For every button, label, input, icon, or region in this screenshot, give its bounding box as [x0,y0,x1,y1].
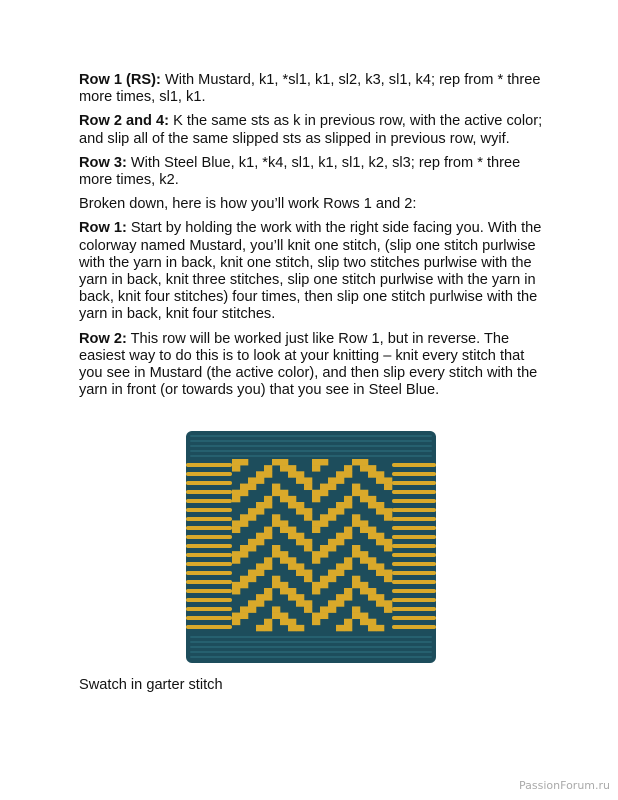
mosaic-stitch [352,576,360,582]
mosaic-stitch [336,508,344,514]
mosaic-stitch [240,520,248,526]
mosaic-stitch [256,508,264,514]
mosaic-stitch [312,520,320,526]
mosaic-stitch [376,570,384,576]
paragraph-label: Row 2: [79,330,127,347]
mosaic-stitch [288,619,296,625]
mosaic-stitch [312,496,320,502]
stripe [392,625,436,629]
mosaic-stitch [240,551,248,557]
mosaic-stitch [320,520,328,526]
stripe [186,625,232,629]
garter-ridge [190,636,432,638]
mosaic-stitch [272,520,280,526]
mosaic-stitch [336,471,344,477]
mosaic-stitch [336,625,344,631]
mosaic-stitch [376,563,384,569]
mosaic-stitch [240,459,248,465]
mosaic-stitch [344,533,352,539]
mosaic-stitch [376,533,384,539]
mosaic-stitch [360,588,368,594]
mosaic-stitch [384,508,392,514]
mosaic-stitch [312,613,320,619]
mosaic-stitch [384,576,392,582]
mosaic-stitch [240,576,248,582]
mosaic-stitch [280,588,288,594]
mosaic-stitch [376,471,384,477]
mosaic-stitch [248,600,256,606]
mosaic-stitch [232,496,240,502]
mosaic-stitch [336,539,344,545]
mosaic-stitch [336,502,344,508]
mosaic-stitch [344,594,352,600]
mosaic-stitch [280,520,288,526]
paragraph-row1-rs [79,72,549,106]
mosaic-stitch [320,545,328,551]
mosaic-stitch [384,484,392,490]
mosaic-stitch [352,459,360,465]
garter-ridge [190,440,432,442]
stripe [392,553,436,557]
mosaic-stitch [304,576,312,582]
mosaic-stitch [328,539,336,545]
mosaic-stitch [328,477,336,483]
mosaic-stitch [344,625,352,631]
garter-ridge [190,646,432,648]
mosaic-stitch [232,619,240,625]
mosaic-stitch [264,594,272,600]
mosaic-stitch [336,594,344,600]
mosaic-stitch [344,496,352,502]
mosaic-stitch [232,613,240,619]
garter-ridge [190,651,432,653]
mosaic-stitch [256,570,264,576]
mosaic-stitch [296,625,304,631]
mosaic-stitch [344,502,352,508]
mosaic-stitch [256,625,264,631]
mosaic-stitch [376,594,384,600]
stripe [392,580,436,584]
mosaic-stitch [288,594,296,600]
garter-ridge [190,450,432,452]
stripe [392,544,436,548]
mosaic-stitch [368,502,376,508]
mosaic-stitch [360,490,368,496]
mosaic-stitch [320,484,328,490]
mosaic-stitch [384,545,392,551]
mosaic-stitch [280,465,288,471]
stripe [186,463,232,467]
stripe [392,526,436,530]
mosaic-stitch [352,551,360,557]
mosaic-stitch [272,576,280,582]
mosaic-stitch [272,606,280,612]
mosaic-stitch [360,520,368,526]
mosaic-stitch [240,545,248,551]
mosaic-stitch [368,465,376,471]
mosaic-stitch [296,539,304,545]
mosaic-stitch [296,477,304,483]
mosaic-stitch [288,625,296,631]
mosaic-stitch [352,582,360,588]
mosaic-stitch [368,496,376,502]
mosaic-stitch [344,563,352,569]
stripe [186,616,232,620]
mosaic-stitch [240,606,248,612]
garter-ridge [190,445,432,447]
mosaic-stitch [384,477,392,483]
mosaic-stitch [328,600,336,606]
mosaic-stitch [288,502,296,508]
mosaic-stitch [256,594,264,600]
mosaic-stitch [264,625,272,631]
paragraph-row1-detail [79,220,549,323]
mosaic-stitch [240,484,248,490]
mosaic-stitch [248,539,256,545]
mosaic-stitch [368,563,376,569]
mosaic-stitch [296,594,304,600]
mosaic-stitch [280,490,288,496]
mosaic-stitch [376,600,384,606]
mosaic-stitch [280,619,288,625]
mosaic-stitch [336,600,344,606]
mosaic-stitch [336,563,344,569]
garter-ridge [190,641,432,643]
paragraph-text: K the same sts as k in previous row, with the active color; and slip all of the same slipped sts as slipped in previous row, wyif. [79,113,543,147]
mosaic-stitch [264,465,272,471]
mosaic-stitch [264,496,272,502]
mosaic-stitch [352,490,360,496]
mosaic-stitch [320,606,328,612]
mosaic-stitch [312,557,320,563]
stripe [392,517,436,521]
mosaic-stitch [232,490,240,496]
mosaic-stitch [344,471,352,477]
mosaic-stitch [304,539,312,545]
stripe [392,589,436,593]
mosaic-stitch [360,582,368,588]
paragraph-label: Row 2 and 4: [79,113,170,130]
paragraph-row2-4 [79,113,549,147]
mosaic-stitch [272,459,280,465]
mosaic-stitch [368,557,376,563]
mosaic-stitch [272,613,280,619]
stripe [186,490,232,494]
mosaic-stitch [360,551,368,557]
mosaic-stitch [240,514,248,520]
mosaic-stitch [280,613,288,619]
mosaic-pattern [232,459,392,631]
mosaic-stitch [248,508,256,514]
mosaic-stitch [312,459,320,465]
mosaic-stitch [304,508,312,514]
paragraph-row2-detail [79,331,549,400]
mosaic-stitch [296,533,304,539]
mosaic-stitch [352,613,360,619]
image-caption: Swatch in garter stitch [79,677,223,693]
mosaic-stitch [360,527,368,533]
mosaic-stitch [280,557,288,563]
mosaic-stitch [360,496,368,502]
mosaic-stitch [288,496,296,502]
mosaic-stitch [272,514,280,520]
mosaic-stitch [368,619,376,625]
stripe [392,481,436,485]
mosaic-stitch [288,563,296,569]
mosaic-stitch [296,471,304,477]
mosaic-stitch [288,557,296,563]
mosaic-stitch [352,520,360,526]
stripe [186,499,232,503]
stripe [186,472,232,476]
mosaic-stitch [328,514,336,520]
mosaic-stitch [232,520,240,526]
stripe [186,553,232,557]
mosaic-stitch [304,477,312,483]
mosaic-stitch [264,588,272,594]
mosaic-stitch [312,465,320,471]
mosaic-stitch [344,619,352,625]
mosaic-stitch [344,557,352,563]
mosaic-stitch [328,545,336,551]
paragraph-broken-down [79,196,549,213]
stripe [186,607,232,611]
paragraph-text: With Steel Blue, k1, *k4, sl1, k1, sl1, k2, sl3; rep from * three more times, k2. [79,154,521,189]
mosaic-stitch [304,545,312,551]
mosaic-stitch [256,471,264,477]
mosaic-stitch [256,563,264,569]
mosaic-stitch [384,539,392,545]
mosaic-stitch [312,582,320,588]
mosaic-stitch [232,459,240,465]
stripe [392,616,436,620]
mosaic-stitch [376,508,384,514]
paragraph-label: Row 1 (RS): [79,72,161,88]
mosaic-stitch [320,490,328,496]
mosaic-stitch [328,570,336,576]
mosaic-stitch [248,545,256,551]
mosaic-stitch [272,545,280,551]
mosaic-stitch [256,533,264,539]
mosaic-stitch [256,600,264,606]
mosaic-stitch [352,484,360,490]
mosaic-stitch [320,514,328,520]
mosaic-stitch [296,563,304,569]
stripe [186,508,232,512]
stripe [392,571,436,575]
mosaic-stitch [336,477,344,483]
mosaic-stitch [384,570,392,576]
mosaic-stitch [328,606,336,612]
mosaic-stitch [248,514,256,520]
mosaic-stitch [288,471,296,477]
stripe [186,562,232,566]
mosaic-stitch [264,471,272,477]
mosaic-stitch [312,619,320,625]
garter-ridge [190,435,432,437]
stripe [186,580,232,584]
stripe [392,607,436,611]
mosaic-stitch [288,588,296,594]
paragraph-text: Broken down, here is how you’ll work Rows 1 and 2: [79,196,417,213]
mosaic-stitch [368,594,376,600]
paragraph-text: Start by holding the work with the right side facing you. With the colorway named Mustard, you’ll knit one stitch, (slip one stitch purlwise with the yarn in back, knit one stitch, slip two stitches purlwise with the yarn in back, knit three stitches, slip one stitch purlwise with the yarn in back, knit four stitches) four times, then slip one stitch purlwise with the yarn in back, knit four stitches. [79,220,542,323]
paragraph-label: Row 1: [79,220,127,237]
stripe [392,463,436,467]
mosaic-stitch [304,514,312,520]
paragraph-text: With Mustard, k1, *sl1, k1, sl2, k3, sl1, k4; rep from * three more times, sl1, k1. [79,72,541,106]
mosaic-stitch [264,527,272,533]
mosaic-stitch [264,557,272,563]
stripe [392,490,436,494]
mosaic-stitch [360,465,368,471]
mosaic-stitch [336,533,344,539]
mosaic-stitch [344,588,352,594]
mosaic-stitch [240,490,248,496]
mosaic-stitch [296,600,304,606]
paragraph-row3 [79,155,549,189]
mosaic-stitch [384,606,392,612]
stripe [392,472,436,476]
mosaic-stitch [352,514,360,520]
stripe [392,499,436,503]
mosaic-stitch [360,613,368,619]
mosaic-stitch [376,625,384,631]
mosaic-stitch [264,563,272,569]
paragraph-text: This row will be worked just like Row 1, but in reverse. The easiest way to do this is to look at your knitting – knit every stitch that you see in Mustard (the active color), and then slip every stitch with the yarn in front (or towards you) that you see in Steel Blue. [79,330,538,399]
stripe [186,517,232,521]
mosaic-stitch [296,508,304,514]
mosaic-stitch [328,508,336,514]
mosaic-stitch [264,619,272,625]
mosaic-stitch [328,576,336,582]
mosaic-stitch [360,619,368,625]
mosaic-stitch [368,527,376,533]
mosaic-stitch [248,477,256,483]
mosaic-stitch [232,588,240,594]
mosaic-stitch [344,527,352,533]
mosaic-stitch [232,582,240,588]
mosaic-stitch [344,465,352,471]
mosaic-stitch [384,600,392,606]
mosaic-stitch [312,490,320,496]
mosaic-stitch [304,606,312,612]
mosaic-stitch [272,490,280,496]
stripe [186,571,232,575]
mosaic-stitch [248,606,256,612]
mosaic-stitch [320,459,328,465]
stripe [392,535,436,539]
mosaic-stitch [376,502,384,508]
mosaic-stitch [272,551,280,557]
mosaic-stitch [232,551,240,557]
stripe [186,481,232,485]
stripe [186,526,232,530]
mosaic-stitch [360,459,368,465]
mosaic-stitch [288,533,296,539]
mosaic-stitch [256,477,264,483]
mosaic-stitch [312,551,320,557]
mosaic-stitch [280,496,288,502]
mosaic-stitch [312,527,320,533]
stripe [186,589,232,593]
mosaic-stitch [312,588,320,594]
mosaic-stitch [248,576,256,582]
mosaic-stitch [248,570,256,576]
swatch-image [186,431,436,663]
mosaic-stitch [272,484,280,490]
mosaic-stitch [336,570,344,576]
mosaic-stitch [288,465,296,471]
mosaic-stitch [304,600,312,606]
stripe [392,508,436,512]
mosaic-stitch [320,576,328,582]
mosaic-stitch [368,533,376,539]
mosaic-stitch [328,484,336,490]
mosaic-stitch [304,570,312,576]
instructions [79,72,549,406]
mosaic-stitch [320,582,328,588]
stripe [392,598,436,602]
mosaic-stitch [288,527,296,533]
mosaic-stitch [264,533,272,539]
mosaic-stitch [368,471,376,477]
stripe [186,544,232,548]
mosaic-stitch [280,582,288,588]
mosaic-stitch [360,557,368,563]
mosaic-stitch [368,588,376,594]
mosaic-stitch [384,514,392,520]
garter-ridge [190,656,432,658]
mosaic-stitch [352,606,360,612]
paragraph-label: Row 3: [79,154,127,171]
mosaic-stitch [304,484,312,490]
mosaic-stitch [280,527,288,533]
mosaic-stitch [280,459,288,465]
mosaic-stitch [264,502,272,508]
mosaic-stitch [240,582,248,588]
stripe [186,598,232,602]
mosaic-stitch [296,570,304,576]
watermark: PassionForum.ru [519,779,610,792]
mosaic-stitch [232,527,240,533]
mosaic-stitch [352,545,360,551]
mosaic-stitch [376,539,384,545]
mosaic-stitch [320,551,328,557]
knitted-swatch-graphic [186,431,436,663]
mosaic-stitch [232,465,240,471]
mosaic-stitch [256,539,264,545]
mosaic-stitch [256,502,264,508]
mosaic-stitch [248,484,256,490]
mosaic-stitch [296,502,304,508]
stripe [186,535,232,539]
mosaic-stitch [280,551,288,557]
mosaic-stitch [232,557,240,563]
mosaic-stitch [368,625,376,631]
stripe [392,562,436,566]
mosaic-stitch [376,477,384,483]
mosaic-stitch [320,613,328,619]
garter-ridge [190,455,432,457]
mosaic-stitch [272,582,280,588]
mosaic-stitch [240,613,248,619]
